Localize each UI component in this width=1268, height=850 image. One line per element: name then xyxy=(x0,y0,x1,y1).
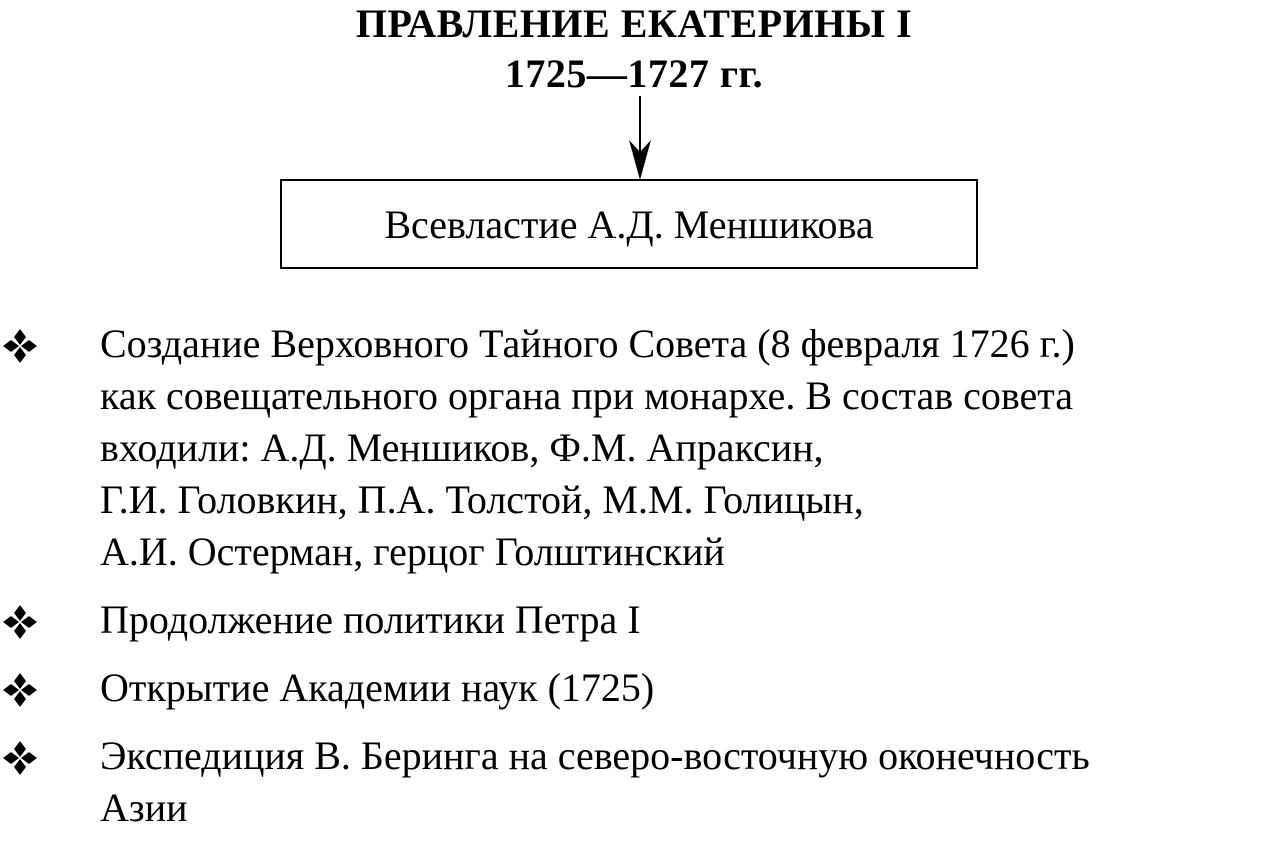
list-item-line: входили: А.Д. Меншиков, Ф.М. Апраксин, xyxy=(100,425,824,470)
list-item-line: А.И. Остерман, герцог Голштинский xyxy=(100,529,725,574)
list-item-line: Азии xyxy=(100,785,188,830)
four-diamond-bullet-icon xyxy=(2,740,38,776)
list-item-line: Продолжение политики Петра I xyxy=(100,597,641,642)
list-item-line: Открытие Академии наук (1725) xyxy=(100,665,655,710)
list-item-line: Создание Верховного Тайного Совета (8 февраля 1726 г.) xyxy=(100,321,1075,366)
bullet-list xyxy=(0,318,1268,850)
list-item-academy-of-sciences xyxy=(0,662,1268,714)
list-item-line: Экспедиция В. Беринга на северо-восточную оконечность xyxy=(100,733,1090,778)
menshikov-power-label: Всевластие А.Д. Меншикова xyxy=(384,201,874,247)
list-item-bering-expedition xyxy=(0,730,1268,834)
list-item-line: как совещательного органа при монархе. В состав совета xyxy=(100,373,1073,418)
list-item-peter-policy xyxy=(0,594,1268,646)
four-diamond-bullet-icon xyxy=(2,672,38,708)
four-diamond-bullet-icon xyxy=(2,604,38,640)
list-item-line: Г.И. Головкин, П.А. Толстой, М.М. Голицын, xyxy=(100,477,864,522)
four-diamond-bullet-icon xyxy=(2,328,38,364)
list-item-supreme-privy-council xyxy=(0,318,1268,578)
arrow-down-icon xyxy=(620,96,660,180)
menshikov-power-box xyxy=(280,179,978,269)
diagram-title-years: 1725—1727 гг. xyxy=(504,51,764,96)
diagram-title: ПРАВЛЕНИЕ ЕКАТЕРИНЫ I xyxy=(355,1,913,46)
